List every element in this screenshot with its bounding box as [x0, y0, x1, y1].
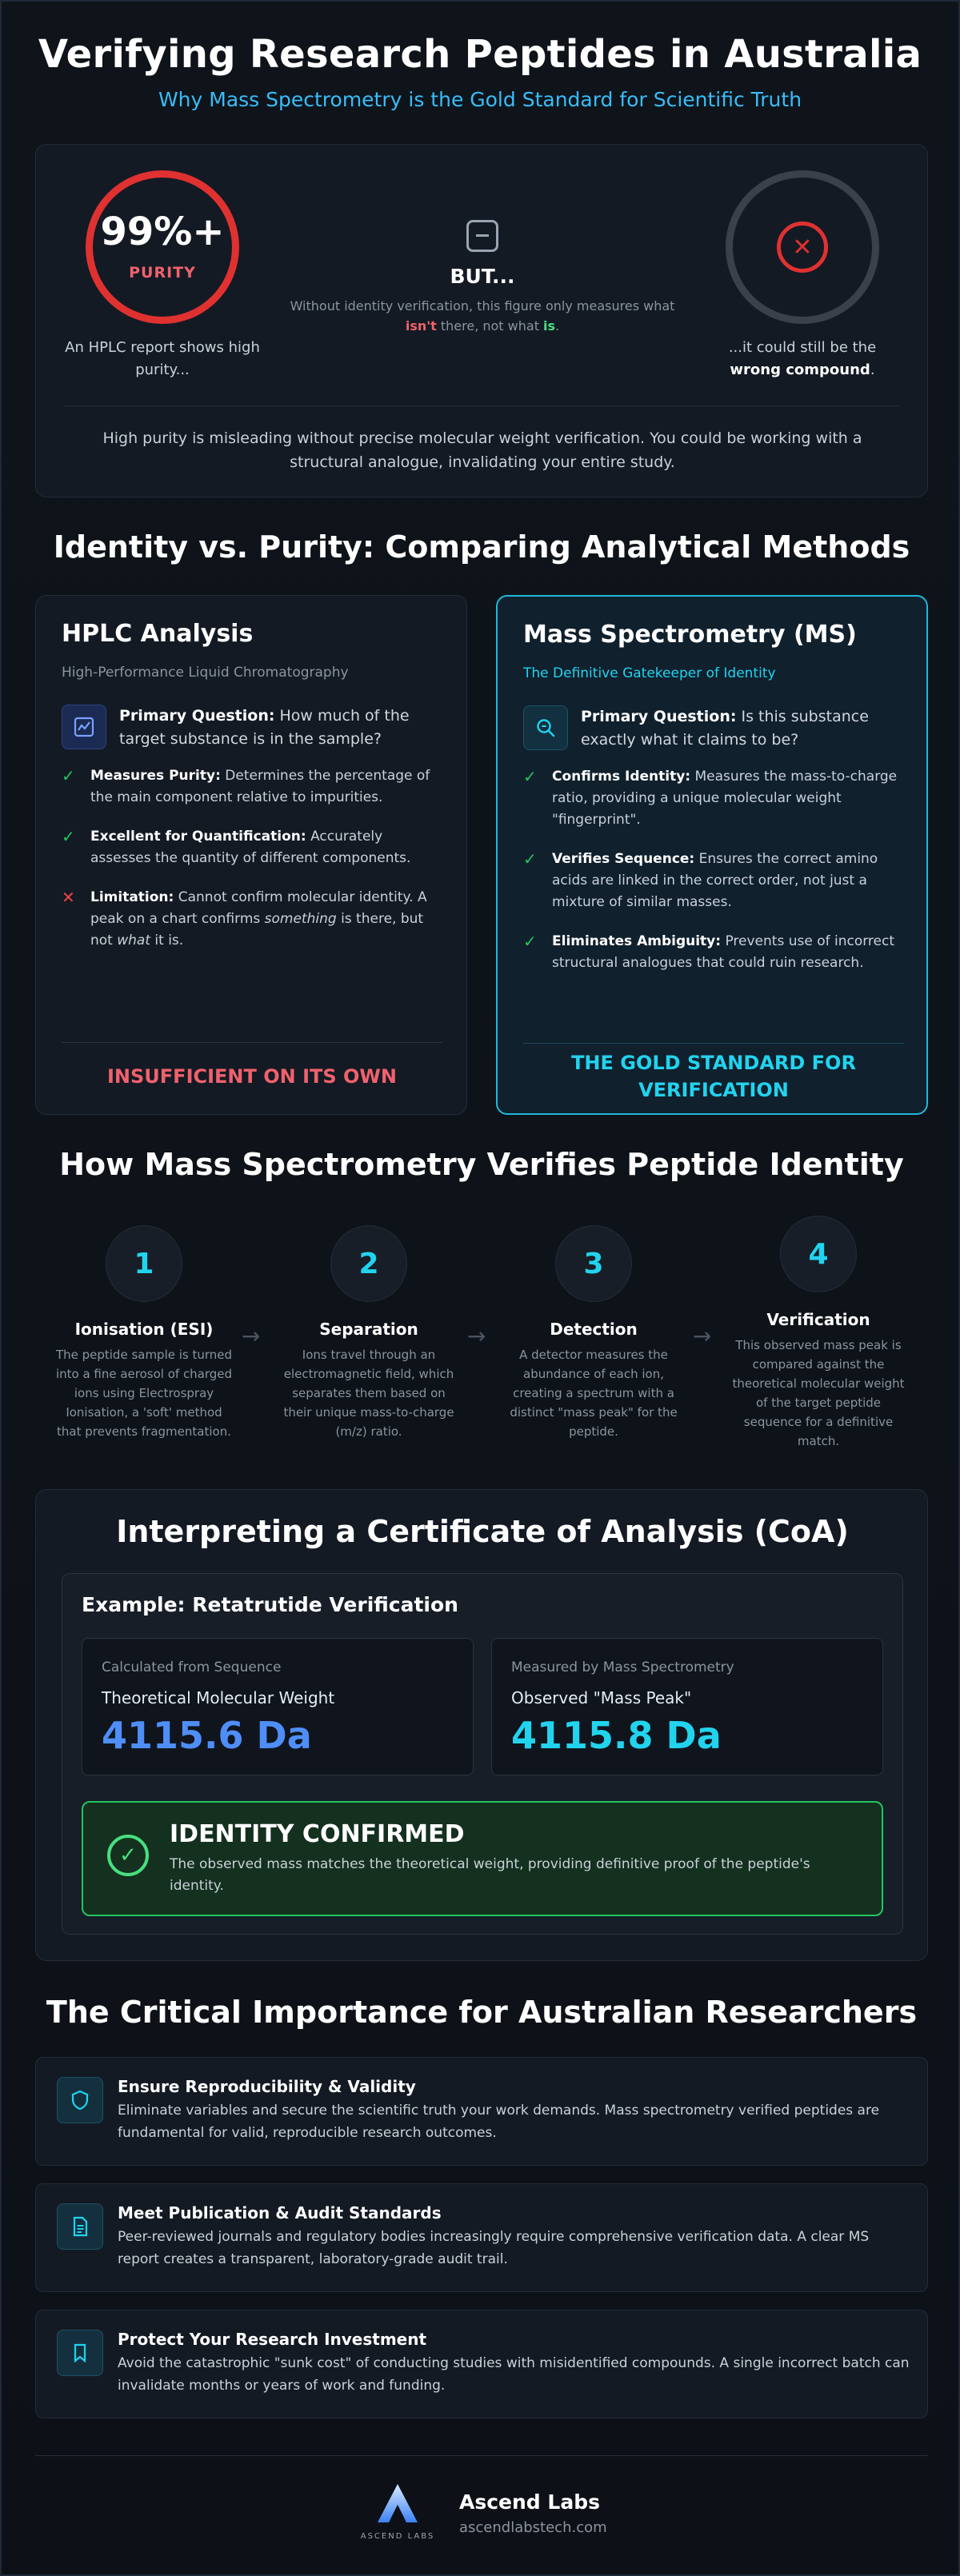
- hplc-title: HPLC Analysis: [62, 620, 254, 648]
- point-emphasis: what: [117, 933, 151, 949]
- cross-icon: ✕: [62, 888, 75, 907]
- check-icon: ✓: [523, 849, 537, 869]
- importance-item-reproducibility: [35, 2057, 928, 2166]
- step-description: A detector measures the abundance of each ion, creating a spectrum with a distinct "mass peak" for the peptide.: [510, 1348, 678, 1439]
- step-number: 4: [780, 1216, 857, 1292]
- step-4: [726, 1216, 910, 1451]
- hplc-question-label: Primary Question:: [119, 707, 275, 725]
- check-circle-icon: ✓: [107, 1835, 149, 1876]
- steps-title: How Mass Spectrometry Verifies Peptide Identity: [59, 1147, 904, 1182]
- but-text-1: Without identity verification, this figure only measures what: [290, 298, 675, 314]
- arrow-right-icon: →: [693, 1323, 712, 1349]
- step-title: Separation: [319, 1320, 418, 1339]
- importance-item-publication: [35, 2183, 928, 2292]
- hplc-divider: [62, 1042, 442, 1043]
- confirm-description: The observed mass matches the theoretical weight, providing definitive proof of the peptide's identity.: [170, 1856, 810, 1894]
- check-icon: ✓: [523, 932, 537, 951]
- point-label: Measures Purity:: [90, 768, 221, 784]
- hplc-point-3: [90, 887, 446, 952]
- arrow-right-icon: →: [242, 1323, 261, 1349]
- ms-point-3: [552, 931, 907, 974]
- bookmark-icon: [57, 2330, 103, 2376]
- observed-weight-box: [491, 1638, 883, 1775]
- hplc-caption: An HPLC report shows high purity...: [65, 339, 260, 378]
- but-text-2: there, not what: [436, 318, 544, 333]
- ms-point-2: [552, 849, 907, 913]
- importance-desc-1: Eliminate variables and secure the scientific truth your work demands. Mass spectrometry verified peptides are fundamental for valid, reproducible research outcomes.: [118, 2103, 880, 2141]
- step-description: Ions travel through an electromagnetic field, which separates them based on their unique mass-to-charge (m/z) ratio.: [283, 1348, 454, 1439]
- point-text: Cannot confirm molecular identity. A peak on a chart confirms: [90, 889, 427, 927]
- importance-item-investment: [35, 2310, 928, 2418]
- shield-icon: [57, 2077, 103, 2123]
- coa-heading: [36, 1514, 929, 1549]
- coa-title: Interpreting a Certificate of Analysis (CoA): [116, 1514, 849, 1549]
- point-text: is there, but not: [90, 911, 424, 949]
- step-title: Detection: [550, 1320, 638, 1339]
- hplc-points: [62, 765, 446, 969]
- ms-subtitle: The Definitive Gatekeeper of Identity: [523, 665, 776, 681]
- ms-points: [523, 766, 907, 992]
- compare-section: [2, 529, 960, 565]
- but-label: BUT...: [450, 265, 515, 288]
- document-minus-icon: [466, 220, 498, 252]
- wrong-caption-text: ...it could still be the: [728, 339, 877, 356]
- observed-source: Measured by Mass Spectrometry: [511, 1659, 734, 1675]
- footer-divider: [35, 2455, 928, 2456]
- coa-card: [35, 1489, 928, 1961]
- importance-title: The Critical Importance for Australian Researchers: [46, 1995, 918, 2030]
- list-item: [523, 766, 907, 831]
- ms-question-text: [581, 705, 907, 752]
- coa-example: [62, 1573, 903, 1935]
- hplc-question-text: [119, 705, 446, 751]
- ms-card: [496, 595, 928, 1115]
- theoretical-value: 4115.6 Da: [102, 1714, 312, 1757]
- ms-title: Mass Spectrometry (MS): [523, 621, 857, 649]
- point-emphasis: something: [264, 911, 337, 927]
- logo-text: ASCEND LABS: [360, 2532, 435, 2541]
- but-text-3: .: [555, 318, 560, 333]
- but-explanation: [276, 296, 689, 336]
- point-label: Confirms Identity:: [552, 769, 691, 785]
- document-icon: [57, 2203, 103, 2250]
- purity-label: PURITY: [129, 264, 196, 282]
- theoretical-weight-box: [82, 1638, 474, 1775]
- step-number: 1: [106, 1225, 182, 1302]
- hplc-point-2: [90, 826, 446, 869]
- step-title: Ionisation (ESI): [74, 1320, 214, 1339]
- page-title: Verifying Research Peptides in Australia: [38, 32, 922, 77]
- ms-point-1: [552, 766, 907, 831]
- footer-url[interactable]: ascendlabstech.com: [459, 2519, 607, 2536]
- ms-question-body: Is this substance exactly what it claims to be?: [581, 708, 869, 749]
- purity-value: 99%+: [100, 210, 225, 254]
- step-1: [52, 1225, 236, 1441]
- importance-title-3: Protect Your Research Investment: [118, 2330, 427, 2349]
- hplc-verdict: INSUFFICIENT ON ITS OWN: [106, 1065, 397, 1088]
- importance-section: [2, 1995, 960, 2030]
- confirm-title: IDENTITY CONFIRMED: [170, 1820, 465, 1848]
- ms-divider: [523, 1043, 904, 1044]
- step-description: The peptide sample is turned into a fine aerosol of charged ions using Electrospray Ionisation, a 'soft' method that prevents fragmentation.: [55, 1348, 233, 1439]
- point-text: Measures the mass-to-charge ratio, providing a unique molecular weight "fingerprint".: [552, 769, 898, 828]
- observed-label: Observed "Mass Peak": [511, 1688, 692, 1707]
- hero-divider: [65, 405, 900, 406]
- ms-verdict: THE GOLD STANDARD FOR VERIFICATION: [571, 1052, 856, 1101]
- hplc-question-body: How much of the target substance is in the sample?: [119, 707, 410, 748]
- wrong-caption-end: .: [870, 361, 875, 378]
- hplc-primary-question: [62, 705, 446, 751]
- importance-desc-2: Peer-reviewed journals and regulatory bodies increasingly require comprehensive verification data. A clear MS report creates a transparent, laboratory-grade audit trail.: [118, 2229, 870, 2267]
- point-label: Limitation:: [90, 889, 174, 905]
- hplc-point-1: [90, 765, 446, 809]
- wrong-compound-bold: wrong compound: [730, 361, 870, 378]
- coa-example-title: Example: Retatrutide Verification: [82, 1593, 458, 1616]
- step-number: 2: [330, 1225, 407, 1302]
- purity-ring: [86, 170, 239, 324]
- but-block: [276, 220, 689, 336]
- importance-title-1: Ensure Reproducibility & Validity: [118, 2077, 416, 2096]
- point-text: Accurately assesses the quantity of different components.: [90, 829, 411, 866]
- header: [2, 32, 958, 111]
- identity-confirmed-box: [82, 1801, 883, 1916]
- step-description: This observed mass peak is compared against the theoretical molecular weight of the target peptide sequence for a definitive match.: [732, 1338, 905, 1448]
- hplc-subtitle: High-Performance Liquid Chromatography: [62, 665, 349, 681]
- wrong-compound-ring: [726, 170, 879, 324]
- check-icon: ✓: [62, 766, 75, 785]
- point-text: Determines the percentage of the main component relative to impurities.: [90, 768, 430, 805]
- check-icon: ✓: [523, 767, 537, 786]
- hero-note: High purity is misleading without precise molecular weight verification. You could be working with a structural analogue, invalidating your entire study.: [102, 429, 862, 471]
- step-2: [277, 1225, 461, 1441]
- steps-section: [2, 1147, 960, 1182]
- point-text: Ensures the correct amino acids are linked in the correct order, not just a mixture of similar masses.: [552, 851, 878, 910]
- ascend-labs-logo: [354, 2481, 442, 2545]
- ms-primary-question: [523, 705, 907, 752]
- isnt-highlight: isn't: [405, 318, 437, 333]
- observed-value: 4115.8 Da: [511, 1714, 722, 1757]
- magnifier-icon: [523, 705, 568, 750]
- step-3: [502, 1225, 686, 1441]
- list-item: [523, 931, 907, 974]
- importance-title-2: Meet Publication & Audit Standards: [118, 2203, 442, 2223]
- arrow-right-icon: →: [467, 1323, 486, 1349]
- is-highlight: is: [543, 318, 556, 333]
- point-text: it is.: [150, 933, 184, 949]
- list-item: [523, 849, 907, 913]
- theoretical-label: Theoretical Molecular Weight: [102, 1688, 335, 1707]
- point-text: Prevents use of incorrect structural analogues that could ruin research.: [552, 933, 895, 971]
- hplc-card: [35, 595, 467, 1115]
- hero-card: [35, 144, 928, 497]
- footer-company-name: Ascend Labs: [459, 2490, 600, 2514]
- list-item: [62, 765, 446, 809]
- x-circle-icon: ✕: [777, 222, 828, 273]
- compare-title: Identity vs. Purity: Comparing Analytical Methods: [53, 529, 910, 565]
- list-item: [62, 887, 446, 952]
- step-number: 3: [555, 1225, 632, 1302]
- theoretical-source: Calculated from Sequence: [102, 1659, 282, 1675]
- step-title: Verification: [766, 1310, 870, 1329]
- ms-question-label: Primary Question:: [581, 708, 737, 725]
- wrong-compound-caption: [698, 337, 906, 381]
- page-subtitle: Why Mass Spectrometry is the Gold Standard for Scientific Truth: [158, 88, 802, 111]
- chart-icon: [62, 705, 106, 749]
- point-label: Eliminates Ambiguity:: [552, 933, 722, 949]
- importance-desc-3: Avoid the catastrophic "sunk cost" of conducting studies with misidentified compounds. A single incorrect batch can invalidate months or years of work and funding.: [118, 2355, 910, 2394]
- point-label: Verifies Sequence:: [552, 851, 695, 867]
- point-label: Excellent for Quantification:: [90, 829, 306, 845]
- check-icon: ✓: [62, 827, 75, 846]
- list-item: [62, 826, 446, 869]
